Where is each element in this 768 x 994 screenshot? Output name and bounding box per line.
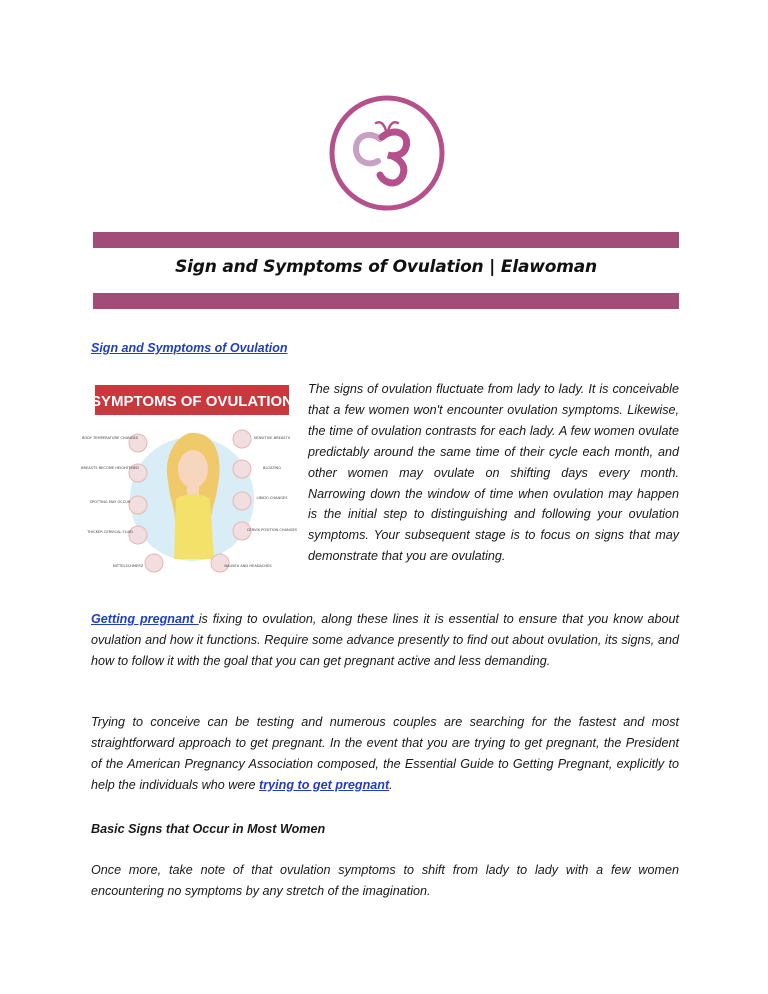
paragraph-getting-pregnant: Getting pregnant is fixing to ovulation, along these lines it is essential to ensure that you know about ovulation and how it functions. Require some advance presently to find out about ovulation, its signs, and how to follow it with the goal that you can get pregnant active and less demanding. [91, 612, 679, 668]
trying-to-get-pregnant-link[interactable]: trying to get pregnant [259, 777, 390, 792]
symptoms-infographic [81, 381, 298, 581]
section-heading-basic-signs: Basic Signs that Occur in Most Women [91, 822, 326, 836]
svg-text:MITTELSCHMERZ: MITTELSCHMERZ [112, 564, 144, 568]
intro-paragraph: The signs of ovulation fluctuate from lady to lady. It is conceivable that a few women won't encounter ovulation symptoms. Likewise, the time of ovulation contrasts for each lady. A few women ovulate predictably around the same time of their cycle each month, and other women may ovulate on shifting days every month. Narrowing down the window of time when ovulation may happen is the initial step to distinguishing and following your ovulation symptoms. Your subsequent stage is to focus on signs that may demonstrate that you are ovulating. [308, 382, 679, 564]
svg-text:THICKER CERVICAL FLUID: THICKER CERVICAL FLUID [87, 530, 133, 534]
getting-pregnant-link[interactable]: Getting pregnant [91, 612, 199, 626]
svg-text:BODY TEMPERATURE CHANGES: BODY TEMPERATURE CHANGES [81, 436, 139, 440]
header-band-top [93, 232, 679, 248]
svg-text:SENSITIVE BREASTS: SENSITIVE BREASTS [253, 436, 291, 440]
infographic-heading: SYMPTOMS OF OVULATION [91, 393, 293, 410]
paragraph-trying-to-conceive: Trying to conceive can be testing and numerous couples are searching for the fastest and most straightforward approach to get pregnant. In the event that you are trying to get pregnant, the President of the American Pregnancy Association composed, the Essential Guide to Getting Pregnant, explicitly to help the individuals who were trying to get pregnant. [91, 715, 679, 792]
page-title: Sign and Symptoms of Ovulation | Elawoman [175, 257, 597, 277]
svg-text:BREASTS BECOME HEIGHTENED: BREASTS BECOME HEIGHTENED [81, 466, 139, 470]
svg-text:NAUSEA AND HEADACHES: NAUSEA AND HEADACHES [224, 564, 272, 568]
svg-text:CERVIX POSITION CHANGES: CERVIX POSITION CHANGES [246, 528, 298, 532]
svg-text:SPOTTING MAY OCCUR: SPOTTING MAY OCCUR [89, 500, 131, 504]
paragraph-once-more: Once more, take note of that ovulation symptoms to shift from lady to lady with a few women encountering no symptoms by any stretch of the imagination. [91, 863, 679, 898]
header-band-bottom [93, 293, 679, 309]
sign-symptoms-link[interactable]: Sign and Symptoms of Ovulation [91, 341, 288, 355]
svg-text:LIBIDO CHANGES: LIBIDO CHANGES [256, 496, 288, 500]
svg-text:BLOATING: BLOATING [262, 466, 282, 470]
elawoman-logo [328, 93, 446, 213]
